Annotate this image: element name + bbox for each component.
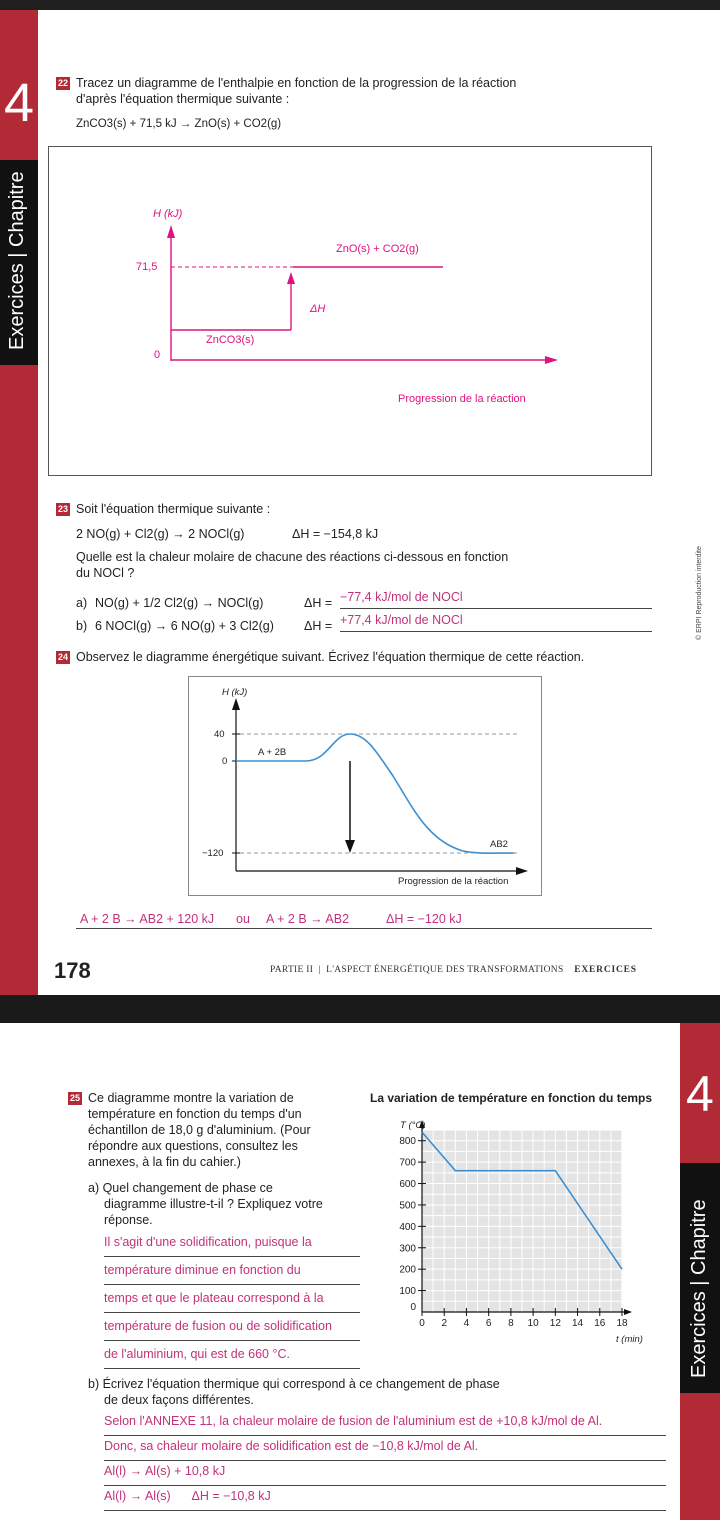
ex25-a-answer-0: Il s'agit d'une solidification, puisque la	[104, 1235, 360, 1257]
ex25-number: 25	[69, 1093, 80, 1103]
ex23-equation: 2 NO(g) + Cl2(g) → 2 NOCl(g)	[76, 527, 245, 541]
ex23-a-dh: ΔH =	[304, 596, 333, 610]
chapter-number: 4	[4, 73, 35, 133]
ex22-delta-label: ΔH	[310, 303, 326, 315]
x-tick-label: 16	[594, 1318, 606, 1329]
ex25-b-1: de deux façons différentes.	[104, 1393, 254, 1407]
ex23-b-answer: +77,4 kJ/mol de NOCl	[340, 613, 652, 632]
ex23-b-equation: 6 NOCl(g) → 6 NO(g) + 3 Cl2(g)	[95, 619, 274, 633]
chart-y-label: T (°C)	[400, 1120, 426, 1131]
ex25-b-0: b) Écrivez l'équation thermique qui correspond à ce changement de phase	[88, 1377, 500, 1391]
ex24-diagram	[188, 676, 542, 896]
ex25-a-answer-4: de l'aluminium, qui est de 660 °C.	[104, 1347, 360, 1369]
ex23-a-label: a)	[76, 596, 88, 610]
y-tick-label: 700	[399, 1157, 416, 1169]
ex25-a-answer-1: température diminue en fonction du	[104, 1263, 360, 1285]
ex25-a-answer-3: température de fusion ou de solidification	[104, 1319, 360, 1341]
ex23-question-1: Quelle est la chaleur molaire de chacune des réactions ci-dessous en fonction	[76, 550, 509, 564]
ex23-a-answer: −77,4 kJ/mol de NOCl	[340, 590, 652, 609]
ex23-intro: 23 Soit l'équation thermique suivante :	[57, 502, 271, 516]
ex22-y-label: H (kJ)	[153, 208, 183, 220]
ex23-number: 23	[57, 504, 68, 514]
y-tick-label: 300	[399, 1243, 416, 1255]
chapter-tab-right	[680, 1023, 720, 1520]
y-tick-label-zero: 0	[410, 1302, 416, 1313]
chapter-tab-left	[0, 10, 38, 995]
x-tick-label: 12	[549, 1318, 561, 1329]
ex22-number: 22	[57, 78, 68, 88]
ex24-tick-neg120: −120	[202, 848, 224, 859]
ex25-intro-2: échantillon de 18,0 g d'aluminium. (Pour	[88, 1123, 311, 1137]
footer-running-title: PARTIE II | L'ASPECT ÉNERGÉTIQUE DES TRANSFORMATIONS EXERCICES	[270, 965, 637, 975]
ex24-answer-2: A + 2 B → AB2	[266, 912, 350, 926]
page-gap	[0, 995, 720, 1023]
ex25-b-answer-1: Donc, sa chaleur molaire de solidification est de −10,8 kJ/mol de Al.	[104, 1439, 666, 1461]
ex25-intro-4: annexes, à la fin du cahier.)	[88, 1155, 241, 1169]
ex24-number: 24	[57, 652, 68, 662]
ex23-b-label: b)	[76, 619, 88, 633]
y-tick-label: 100	[399, 1286, 416, 1298]
ex25-intro-0: 25 Ce diagramme montre la variation de	[69, 1091, 294, 1105]
ex25-b-answer-0: Selon l'ANNEXE 11, la chaleur molaire de fusion de l'aluminium est de +10,8 kJ/mol de Al.	[104, 1414, 666, 1436]
ex25-intro-3: répondre aux questions, consultez les	[88, 1139, 298, 1153]
ex22-line2: d'après l'équation thermique suivante :	[76, 92, 290, 106]
ex22-reactant-label: ZnCO3(s)	[206, 334, 255, 346]
ex23-question-2: du NOCl ?	[76, 566, 135, 580]
chapter-label: Exercices | Chapitre	[6, 171, 28, 350]
copyright: © ERPI Reproduction interdite	[696, 546, 703, 640]
ex24-question: 24 Observez le diagramme énergétique suivant. Écrivez l'équation thermique de cette réaction.	[57, 650, 585, 664]
x-tick-label: 8	[508, 1318, 514, 1329]
ex22-x-label: Progression de la réaction	[398, 393, 526, 405]
ex24-reactant-label: A + 2B	[258, 747, 287, 758]
ex24-x-label: Progression de la réaction	[398, 876, 509, 887]
ex24-y-label: H (kJ)	[222, 687, 248, 698]
page-number: 178	[54, 958, 91, 983]
chart-title: La variation de température en fonction du temps	[370, 1091, 653, 1105]
ex23-a-equation: NO(g) + 1/2 Cl2(g) → NOCl(g)	[95, 596, 264, 610]
temperature-chart	[370, 1112, 670, 1362]
chart-x-label: t (min)	[616, 1334, 643, 1345]
ex23-b-dh: ΔH =	[304, 619, 333, 633]
y-tick-label: 400	[399, 1221, 416, 1233]
x-tick-label: 6	[485, 1318, 492, 1329]
x-tick-label: 14	[571, 1318, 584, 1329]
ex24-answer-2-dh: ΔH = −120 kJ	[386, 912, 462, 926]
ex25-a-2: réponse.	[104, 1213, 153, 1227]
ex22-tick-0: 0	[154, 349, 161, 361]
ex24-product-label: AB2	[490, 839, 508, 850]
ex24-tick-0: 0	[222, 756, 228, 767]
ex22-line1: 22 Tracez un diagramme de l'enthalpie en fonction de la progression de la réaction	[57, 76, 517, 90]
x-tick-label: 18	[616, 1318, 628, 1329]
ex25-b-answer-3: Al(l) → Al(s) ΔH = −10,8 kJ	[104, 1489, 666, 1511]
ex22-equation: ZnCO3(s) + 71,5 kJ → ZnO(s) + CO2(g)	[76, 118, 282, 130]
ex23-equation-dh: ΔH = −154,8 kJ	[292, 527, 379, 541]
ex22-tick-71: 71,5	[136, 261, 158, 273]
ex24-tick-40: 40	[214, 729, 225, 740]
ex22-product-label: ZnO(s) + CO2(g)	[336, 243, 419, 255]
x-tick-label: 0	[419, 1318, 425, 1329]
ex25-a-answer-2: temps et que le plateau correspond à la	[104, 1291, 360, 1313]
ex22-diagram	[48, 146, 652, 476]
y-tick-label: 500	[399, 1200, 416, 1212]
ex25-a-1: diagramme illustre-t-il ? Expliquez votre	[104, 1197, 323, 1211]
ex25-intro-1: température en fonction du temps d'un	[88, 1107, 302, 1121]
y-tick-label: 800	[399, 1136, 416, 1148]
x-tick-label: 10	[527, 1318, 539, 1329]
ex25-a-0: a) Quel changement de phase ce	[88, 1181, 273, 1195]
chapter-label-right: Exercices | Chapitre	[688, 1199, 710, 1378]
y-tick-label: 200	[399, 1264, 416, 1276]
x-tick-label: 4	[463, 1318, 470, 1329]
top-bar	[0, 0, 720, 10]
y-tick-label: 600	[399, 1179, 416, 1191]
ex24-answer-or: ou	[236, 912, 250, 926]
ex24-answer-1: A + 2 B → AB2 + 120 kJ	[80, 912, 215, 926]
chapter-number-right: 4	[686, 1066, 714, 1122]
x-tick-label: 2	[441, 1318, 448, 1329]
ex24-answer-line	[76, 912, 652, 929]
chart-x-arrow	[624, 1309, 632, 1315]
ex25-b-answer-2: Al(l) → Al(s) + 10,8 kJ	[104, 1464, 666, 1486]
